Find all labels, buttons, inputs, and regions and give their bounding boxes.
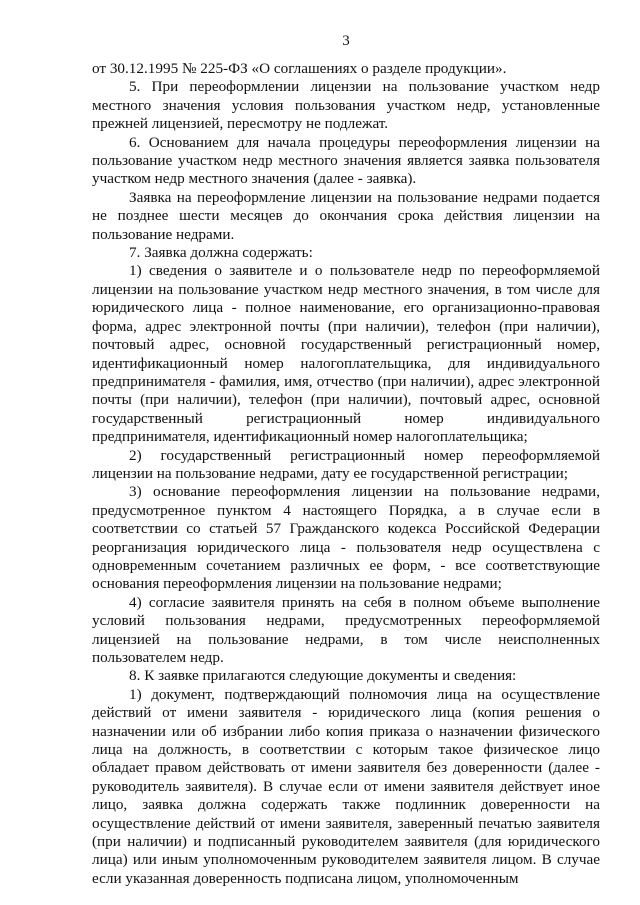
paragraph: 1) документ, подтверждающий полномочия лица на осуществление действий от имени заявителя - юридического лица (копия решения о назначении или об избрании либо копия приказа о назначении физического лица на должность, в соответствии с которым такое физическое лицо обладает правом действовать от имени заявителя без доверенности (далее - руководитель заявителя). В случае если от имени заявителя действует иное лицо, заявка должна содержать также подлинник доверенности на осуществление действий от имени заявителя, заверенный печатью заявителя (при наличии) и подписанный руководителем заявителя (для юридического лица) или иным уполномоченным руководителем заявителя лицом. В случае если указанная доверенность подписана лицом, уполномоченным — [92, 685, 600, 887]
paragraph: 5. При переоформлении лицензии на пользование участком недр местного значения условия пользования участком недр, установленные прежней лицензией, пересмотру не подлежат. — [92, 78, 600, 133]
paragraph: 6. Основанием для начала процедуры переоформления лицензии на пользование участком недр местного значения является заявка пользователя участком недр местного значения (далее - заявка). — [92, 133, 600, 188]
paragraph: Заявка на переоформление лицензии на пользование недрами подается не позднее шести месяцев до окончания срока действия лицензии на пользование недрами. — [92, 188, 600, 243]
document-body — [92, 60, 600, 888]
paragraph: 7. Заявка должна содержать: — [129, 244, 313, 262]
document-page — [92, 32, 600, 888]
paragraph: 3) основание переоформления лицензии на пользование недрами, предусмотренное пунктом 4 настоящего Порядка, а в случае если в соответствии со статьей 57 Гражданского кодекса Российской Федерации реорганизация юридического лица - пользователя недр осуществлена с одновременным сочетанием различных ее форм, - все соответствующие основания переоформления лицензии на пользование недрами; — [92, 483, 600, 593]
paragraph: от 30.12.1995 № 225-ФЗ «О соглашениях о разделе продукции». — [92, 60, 507, 77]
paragraph: 1) сведения о заявителе и о пользователе недр по переоформляемой лицензии на пользование участком недр местного значения, в том числе для юридического лица - полное наименование, его организационно-правовая форма, адрес электронной почты (при наличии), телефон (при наличии), почтовый адрес, основной государственный регистрационный номер, идентификационный номер налогоплательщика, для индивидуального предпринимателя - фамилия, имя, отчество (при наличии), адрес электронной почты (при наличии), телефон (при наличии), почтовый адрес, основной государственный регистрационный номер индивидуального предпринимателя, идентификационный номер налогоплательщика; — [92, 262, 600, 446]
page-number: 3 — [342, 33, 350, 49]
paragraph: 4) согласие заявителя принять на себя в полном объеме выполнение условий пользования недрами, предусмотренных переоформляемой лицензией на пользование недрами, в том числе неисполненных пользователем недр. — [92, 593, 600, 666]
paragraph: 2) государственный регистрационный номер переоформляемой лицензии на пользование недрами, дату ее государственной регистрации; — [92, 446, 600, 482]
paragraph: 8. К заявке прилагаются следующие документы и сведения: — [129, 667, 517, 685]
